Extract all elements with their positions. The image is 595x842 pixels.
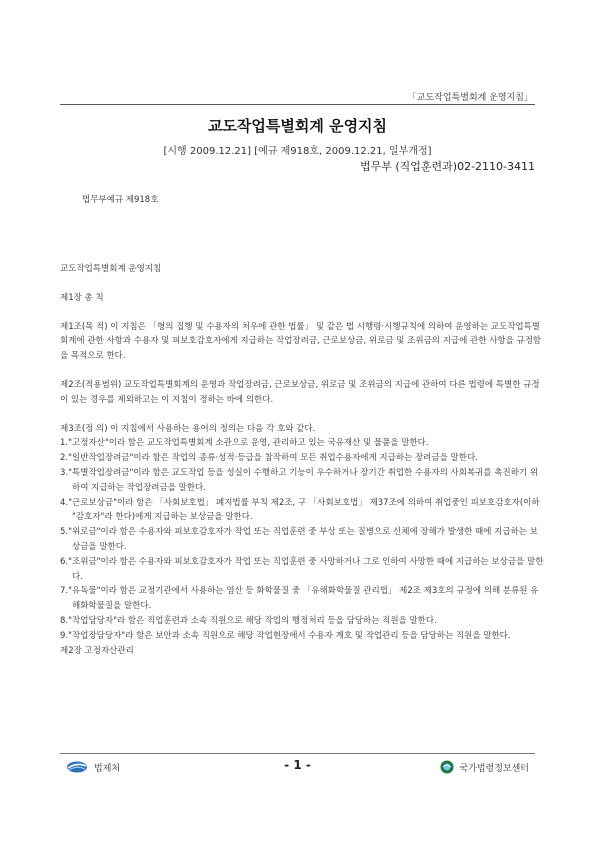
- chapter-1-heading: 제1장 총 칙: [60, 292, 104, 303]
- article-3-intro: 제3조(정 의) 이 지침에서 사용하는 용어의 정의는 다음 각 호와 같다.: [60, 423, 316, 434]
- header-tag: 「교도작업특별회계 운영지침」: [407, 93, 533, 103]
- law-center-logo-icon: [440, 760, 454, 774]
- page-number: - 1 -: [284, 758, 311, 772]
- footer-right: [440, 760, 529, 774]
- definition-item: 7."유독물"이라 함은 교정기관에서 사용하는 염산 등 화학물질 중 「유해화학물질 관리법」 제2조 제3호의 규정에 의해 분류된 유해화학물질을 말한다.: [60, 586, 539, 612]
- definition-item: 3."특별작업장려금"이라 함은 교도작업 등을 성실이 수행하고 기능이 우수하거나 장기간 취업한 수용자의 사회복귀를 촉진하기 위하여 지급하는 작업장려금을 말한다.: [60, 467, 539, 493]
- chapter-2-heading: 제2장 고정자산관리: [60, 645, 134, 656]
- decree-number: 법무부예규 제918호: [82, 195, 159, 205]
- article-1: 제1조(목 적) 이 지침은 「형의 집행 및 수용자의 처우에 관한 법률」 및 같은 법 시행령·시행규칙에 의하여 운영하는 교도작업특별회계에 관한 사항과 수용자 및 피보호감호자에게 지급하는 작업장려금, 근로보상금, 위로금 및 조위금의 지급에 관한 사항을 규정함을 목적으로 한다.: [60, 321, 542, 362]
- enforcement-info: [시행 2009.12.21] [예규 제918호, 2009.12.21, 일부개정]: [163, 146, 432, 157]
- definition-item: 9."작업장담당자"라 함은 보안과 소속 직원으로 해당 작업현장에서 수용자 계호 및 작업관리 등을 담당하는 직원을 말한다.: [60, 630, 511, 641]
- header-divider: [60, 104, 535, 105]
- document-body: [60, 262, 546, 658]
- ministry-contact: 법무부 (직업훈련과)02-2110-3411: [359, 160, 535, 173]
- footer-divider: [60, 753, 535, 754]
- doc-name: 교도작업특별회계 운영지침: [60, 264, 162, 274]
- definition-item: 5."위로금"이라 함은 수용자와 피보호감호자가 작업 또는 직업훈련 중 부상 또는 질병으로 신체에 장해가 발생한 때에 지급하는 보상금을 말한다.: [60, 527, 538, 552]
- definition-item: 2."일반작업장려금"이라 함은 작업의 종류·성적·등급을 참작하여 모든 취업수용자에게 지급하는 장려금을 말한다.: [60, 453, 478, 464]
- article-2: 제2조(적용범위) 교도작업특별회계의 운영과 작업장려금, 근로보상금, 위로금 및 조위금의 지급에 관하여 다른 법령에 특별한 규정이 있는 경우를 제외하고는 이 지침이 정하는 바에 의한다.: [60, 379, 540, 405]
- definition-item: 4."근로보상금"이라 함은 「사회보호법」 폐지법률 부칙 제2조, 구 「사회보호법」 제37조에 의하여 취업중인 피보호감호자(이하 "감호자"라 한다)에게 지급하는 보상금을 말한다.: [60, 497, 540, 523]
- definition-item: 6."조위금"이라 함은 수용자와 피보호감호자가 작업 또는 직업훈련 중 사망하거나 그로 인하여 사망한 때에 지급하는 보상금을 말한다.: [60, 556, 544, 582]
- definition-item: 1."고정자산"이라 함은 교도작업특별회계 소관으로 운영, 관리하고 있는 국유재산 및 물품을 말한다.: [60, 438, 429, 449]
- footer-right-label: 국가법령정보센터: [459, 763, 529, 774]
- definition-item: 8."작업담당자"라 함은 직업훈련과 소속 직원으로 해당 작업의 행정처리 등을 담당하는 직원을 말한다.: [60, 615, 437, 626]
- document-title: 교도작업특별회계 운영지침: [207, 117, 388, 135]
- footer-left-label: 법제처: [94, 763, 121, 774]
